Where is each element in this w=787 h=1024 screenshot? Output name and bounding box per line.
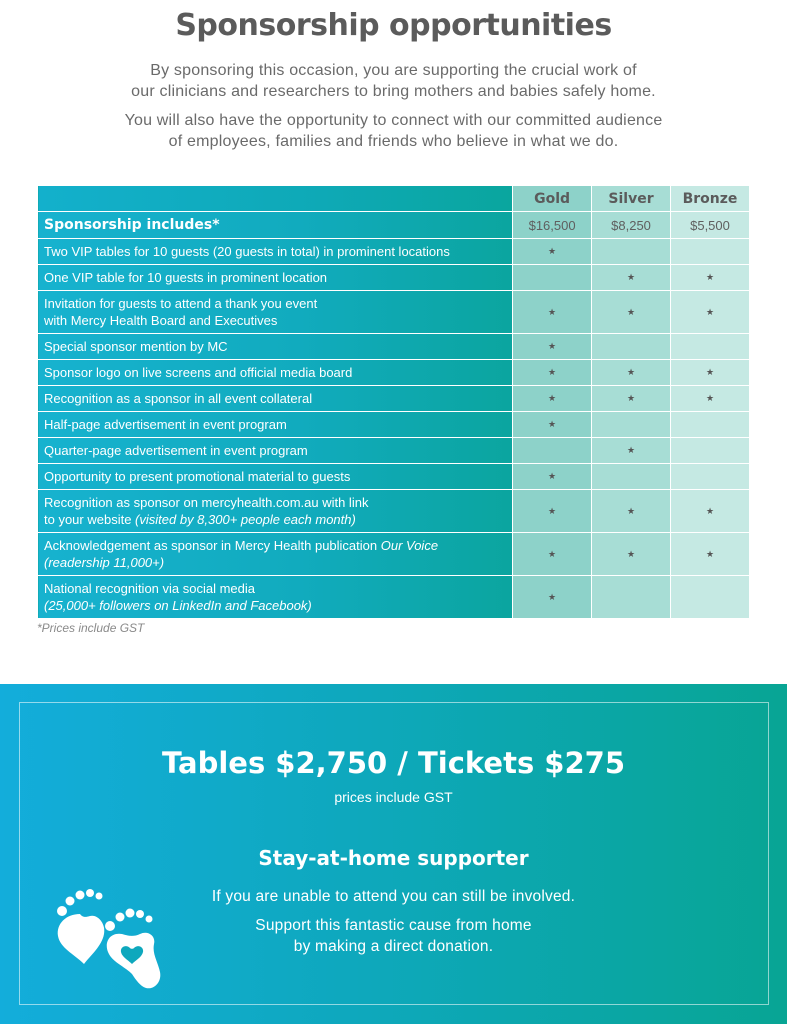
feature-italic-text: (readership 11,000+) bbox=[44, 555, 165, 570]
table-row bbox=[38, 576, 750, 619]
price-bronze: $5,500 bbox=[671, 212, 750, 239]
star-icon: ★ bbox=[548, 341, 557, 351]
intro-line: By sponsoring this occasion, you are supporting the crucial work of bbox=[150, 62, 637, 79]
star-icon: ★ bbox=[548, 505, 557, 516]
feature-text: to your website bbox=[44, 512, 136, 527]
row-feature-label bbox=[38, 265, 513, 291]
header-blank-cell bbox=[38, 186, 513, 212]
intro-paragraph-2 bbox=[0, 110, 787, 152]
stay-line: Support this fantastic cause from home bbox=[255, 917, 532, 934]
stay-line: by making a direct donation. bbox=[293, 938, 494, 955]
star-icon: ★ bbox=[705, 367, 715, 377]
row-feature-label bbox=[38, 438, 513, 464]
row-feature-label bbox=[38, 386, 513, 412]
baby-feet-icon bbox=[50, 884, 168, 990]
table-row bbox=[38, 265, 750, 291]
table-row bbox=[38, 533, 750, 576]
tier-cell-silver bbox=[592, 438, 671, 464]
tier-cell-bronze bbox=[671, 360, 750, 386]
star-icon: ★ bbox=[705, 306, 715, 317]
feature-italic-text: (25,000+ followers on LinkedIn and Facebook) bbox=[44, 598, 312, 613]
star-icon: ★ bbox=[548, 591, 557, 602]
tier-cell-gold bbox=[513, 464, 592, 490]
tier-cell-silver bbox=[592, 576, 671, 619]
table-row bbox=[38, 490, 750, 533]
feature-text: Invitation for guests to attend a thank you event bbox=[44, 296, 318, 311]
ticket-price-heading: Tables $2,750 / Tickets $275 bbox=[161, 746, 626, 780]
tier-cell-silver bbox=[592, 464, 671, 490]
tier-cell-silver bbox=[592, 265, 671, 291]
tier-cell-silver bbox=[592, 490, 671, 533]
star-icon: ★ bbox=[626, 393, 636, 403]
tier-cell-silver bbox=[592, 239, 671, 265]
feature-text: Acknowledgement as sponsor in Mercy Health publication bbox=[44, 538, 381, 553]
tier-cell-gold bbox=[513, 334, 592, 360]
price-row-label: Sponsorship includes* bbox=[38, 212, 513, 239]
tier-cell-gold bbox=[513, 360, 592, 386]
tier-cell-silver bbox=[592, 533, 671, 576]
feature-text: Half-page advertisement in event program bbox=[44, 417, 287, 432]
tier-cell-bronze bbox=[671, 438, 750, 464]
column-header-bronze: Bronze bbox=[671, 186, 750, 212]
star-icon: ★ bbox=[705, 393, 715, 403]
page-title: Sponsorship opportunities bbox=[175, 8, 612, 43]
tier-cell-bronze bbox=[671, 533, 750, 576]
tier-cell-bronze bbox=[671, 265, 750, 291]
price-gold: $16,500 bbox=[513, 212, 592, 239]
feature-text: Recognition as sponsor on mercyhealth.com.au with link bbox=[44, 495, 369, 510]
tier-cell-bronze bbox=[671, 386, 750, 412]
star-icon: ★ bbox=[705, 272, 715, 282]
star-icon: ★ bbox=[548, 367, 557, 377]
column-header-silver: Silver bbox=[592, 186, 671, 212]
feature-text: Two VIP tables for 10 guests (20 guests in total) in prominent locations bbox=[44, 244, 450, 259]
ticket-price-note: prices include GST bbox=[334, 789, 453, 805]
intro-paragraph-1 bbox=[0, 60, 787, 102]
row-feature-label bbox=[38, 360, 513, 386]
row-feature-label bbox=[38, 412, 513, 438]
row-feature-label bbox=[38, 464, 513, 490]
tier-cell-gold bbox=[513, 239, 592, 265]
feature-italic-text: Our Voice bbox=[380, 538, 439, 553]
tier-cell-gold bbox=[513, 265, 592, 291]
tier-cell-bronze bbox=[671, 291, 750, 334]
intro-line: of employees, families and friends who believe in what we do. bbox=[168, 133, 619, 150]
star-icon: ★ bbox=[548, 548, 557, 559]
tier-cell-silver bbox=[592, 334, 671, 360]
tier-cell-gold bbox=[513, 291, 592, 334]
ticket-banner bbox=[0, 684, 787, 1024]
tier-cell-silver bbox=[592, 360, 671, 386]
table-row bbox=[38, 334, 750, 360]
star-icon: ★ bbox=[626, 445, 636, 455]
feature-italic-text: (visited by 8,300+ people each month) bbox=[135, 512, 356, 527]
table-row bbox=[38, 239, 750, 265]
star-icon: ★ bbox=[705, 505, 715, 516]
star-icon: ★ bbox=[548, 306, 557, 317]
tier-cell-gold bbox=[513, 412, 592, 438]
feature-text: Recognition as a sponsor in all event collateral bbox=[44, 391, 313, 406]
tier-cell-gold bbox=[513, 438, 592, 464]
price-row bbox=[38, 212, 750, 239]
star-icon: ★ bbox=[548, 246, 557, 256]
column-header-gold: Gold bbox=[513, 186, 592, 212]
price-footnote: *Prices include GST bbox=[37, 621, 145, 635]
stay-at-home-text-1: If you are unable to attend you can still be involved. bbox=[211, 888, 576, 905]
stay-at-home-heading: Stay-at-home supporter bbox=[258, 846, 529, 870]
row-feature-label bbox=[38, 291, 513, 334]
tier-cell-bronze bbox=[671, 334, 750, 360]
star-icon: ★ bbox=[626, 306, 636, 317]
star-icon: ★ bbox=[626, 548, 636, 559]
row-feature-label bbox=[38, 533, 513, 576]
feature-text: Opportunity to present promotional material to guests bbox=[44, 469, 351, 484]
feature-text: Quarter-page advertisement in event program bbox=[44, 443, 308, 458]
price-silver: $8,250 bbox=[592, 212, 671, 239]
tier-cell-bronze bbox=[671, 576, 750, 619]
tier-cell-bronze bbox=[671, 490, 750, 533]
star-icon: ★ bbox=[626, 272, 636, 282]
star-icon: ★ bbox=[548, 393, 557, 403]
feature-text: with Mercy Health Board and Executives bbox=[44, 313, 278, 328]
tier-cell-gold bbox=[513, 386, 592, 412]
tier-cell-gold bbox=[513, 576, 592, 619]
row-feature-label bbox=[38, 239, 513, 265]
tier-cell-bronze bbox=[671, 239, 750, 265]
star-icon: ★ bbox=[548, 419, 557, 429]
star-icon: ★ bbox=[548, 471, 557, 481]
feature-text: One VIP table for 10 guests in prominent location bbox=[44, 270, 328, 285]
tier-cell-bronze bbox=[671, 464, 750, 490]
star-icon: ★ bbox=[626, 367, 636, 377]
tier-cell-gold bbox=[513, 533, 592, 576]
row-feature-label bbox=[38, 334, 513, 360]
row-feature-label bbox=[38, 490, 513, 533]
tier-cell-silver bbox=[592, 386, 671, 412]
table-header-row bbox=[38, 186, 750, 212]
tier-cell-silver bbox=[592, 291, 671, 334]
table-row bbox=[38, 386, 750, 412]
table-row bbox=[38, 438, 750, 464]
feature-text: Sponsor logo on live screens and official media board bbox=[44, 365, 353, 380]
tier-cell-gold bbox=[513, 490, 592, 533]
table-row bbox=[38, 360, 750, 386]
star-icon: ★ bbox=[705, 548, 715, 559]
intro-line: You will also have the opportunity to connect with our committed audience bbox=[124, 112, 663, 129]
intro-line: our clinicians and researchers to bring mothers and babies safely home. bbox=[131, 83, 656, 100]
table-row bbox=[38, 412, 750, 438]
feature-text: Special sponsor mention by MC bbox=[44, 339, 228, 354]
tier-cell-bronze bbox=[671, 412, 750, 438]
feature-text: National recognition via social media bbox=[44, 581, 256, 596]
row-feature-label bbox=[38, 576, 513, 619]
sponsorship-table bbox=[37, 185, 750, 619]
table-row bbox=[38, 464, 750, 490]
tier-cell-silver bbox=[592, 412, 671, 438]
star-icon: ★ bbox=[626, 505, 636, 516]
table-row bbox=[38, 291, 750, 334]
